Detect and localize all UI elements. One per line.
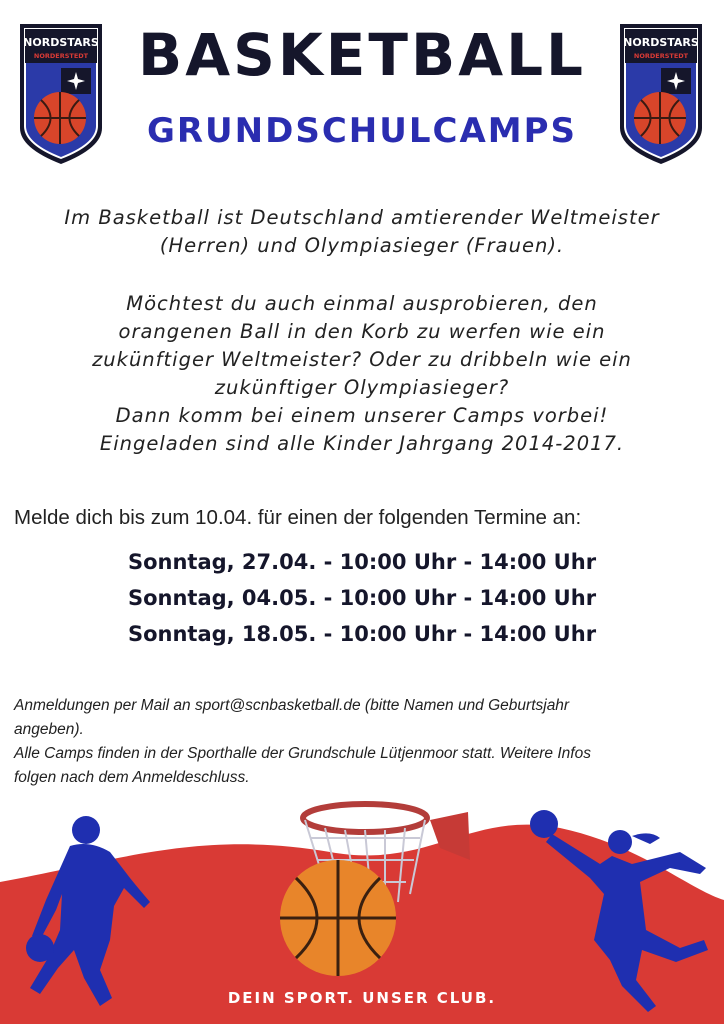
info-text bbox=[14, 694, 714, 790]
club-logo-left bbox=[14, 18, 108, 166]
page-subtitle: GRUNDSCHULCAMPS bbox=[146, 111, 578, 151]
date-item: Sonntag, 18.05. - 10:00 Uhr - 14:00 Uhr bbox=[127, 622, 597, 646]
intro-line: Möchtest du auch einmal ausprobieren, den bbox=[126, 292, 598, 315]
intro-text bbox=[20, 204, 704, 458]
logo-line1: NORDSTARS bbox=[623, 36, 699, 49]
intro-line: Eingeladen sind alle Kinder Jahrgang 2014-2017. bbox=[99, 432, 625, 455]
club-logo-right bbox=[614, 18, 708, 166]
date-item: Sonntag, 04.05. - 10:00 Uhr - 14:00 Uhr bbox=[127, 586, 597, 610]
logo-line2: NORDERSTEDT bbox=[33, 52, 89, 60]
logo-line1: NORDSTARS bbox=[23, 36, 99, 49]
info-line: folgen nach dem Anmeldeschluss. bbox=[14, 769, 250, 786]
basketball-icon bbox=[280, 860, 396, 976]
club-slogan: DEIN SPORT. UNSER CLUB. bbox=[227, 989, 497, 1007]
logo-line2: NORDERSTEDT bbox=[633, 52, 689, 60]
intro-line: Im Basketball ist Deutschland amtierender Weltmeister bbox=[64, 206, 660, 229]
nordstars-logo-icon bbox=[614, 18, 708, 166]
date-item: Sonntag, 27.04. - 10:00 Uhr - 14:00 Uhr bbox=[127, 550, 597, 574]
intro-line: zukünftiger Olympiasieger? bbox=[214, 376, 510, 399]
signup-text: Melde dich bis zum 10.04. für einen der folgenden Termine an: bbox=[14, 506, 582, 529]
nordstars-logo-icon bbox=[14, 18, 108, 166]
intro-line: Dann komm bei einem unserer Camps vorbei! bbox=[115, 404, 609, 427]
info-line: Alle Camps finden in der Sporthalle der Grundschule Lütjenmoor statt. Weitere Infos bbox=[14, 745, 591, 762]
intro-line: (Herren) und Olympiasieger (Frauen). bbox=[159, 234, 565, 257]
intro-line: zukünftiger Weltmeister? Oder zu dribbeln wie ein bbox=[92, 348, 632, 371]
info-line: Anmeldungen per Mail an sport@scnbasketball.de (bitte Namen und Geburtsjahr bbox=[14, 697, 570, 714]
info-line: angeben). bbox=[14, 721, 84, 738]
dates-list bbox=[0, 544, 724, 652]
intro-line: orangenen Ball in den Korb zu werfen wie ein bbox=[118, 320, 606, 343]
page-title: BASKETBALL bbox=[137, 21, 586, 89]
